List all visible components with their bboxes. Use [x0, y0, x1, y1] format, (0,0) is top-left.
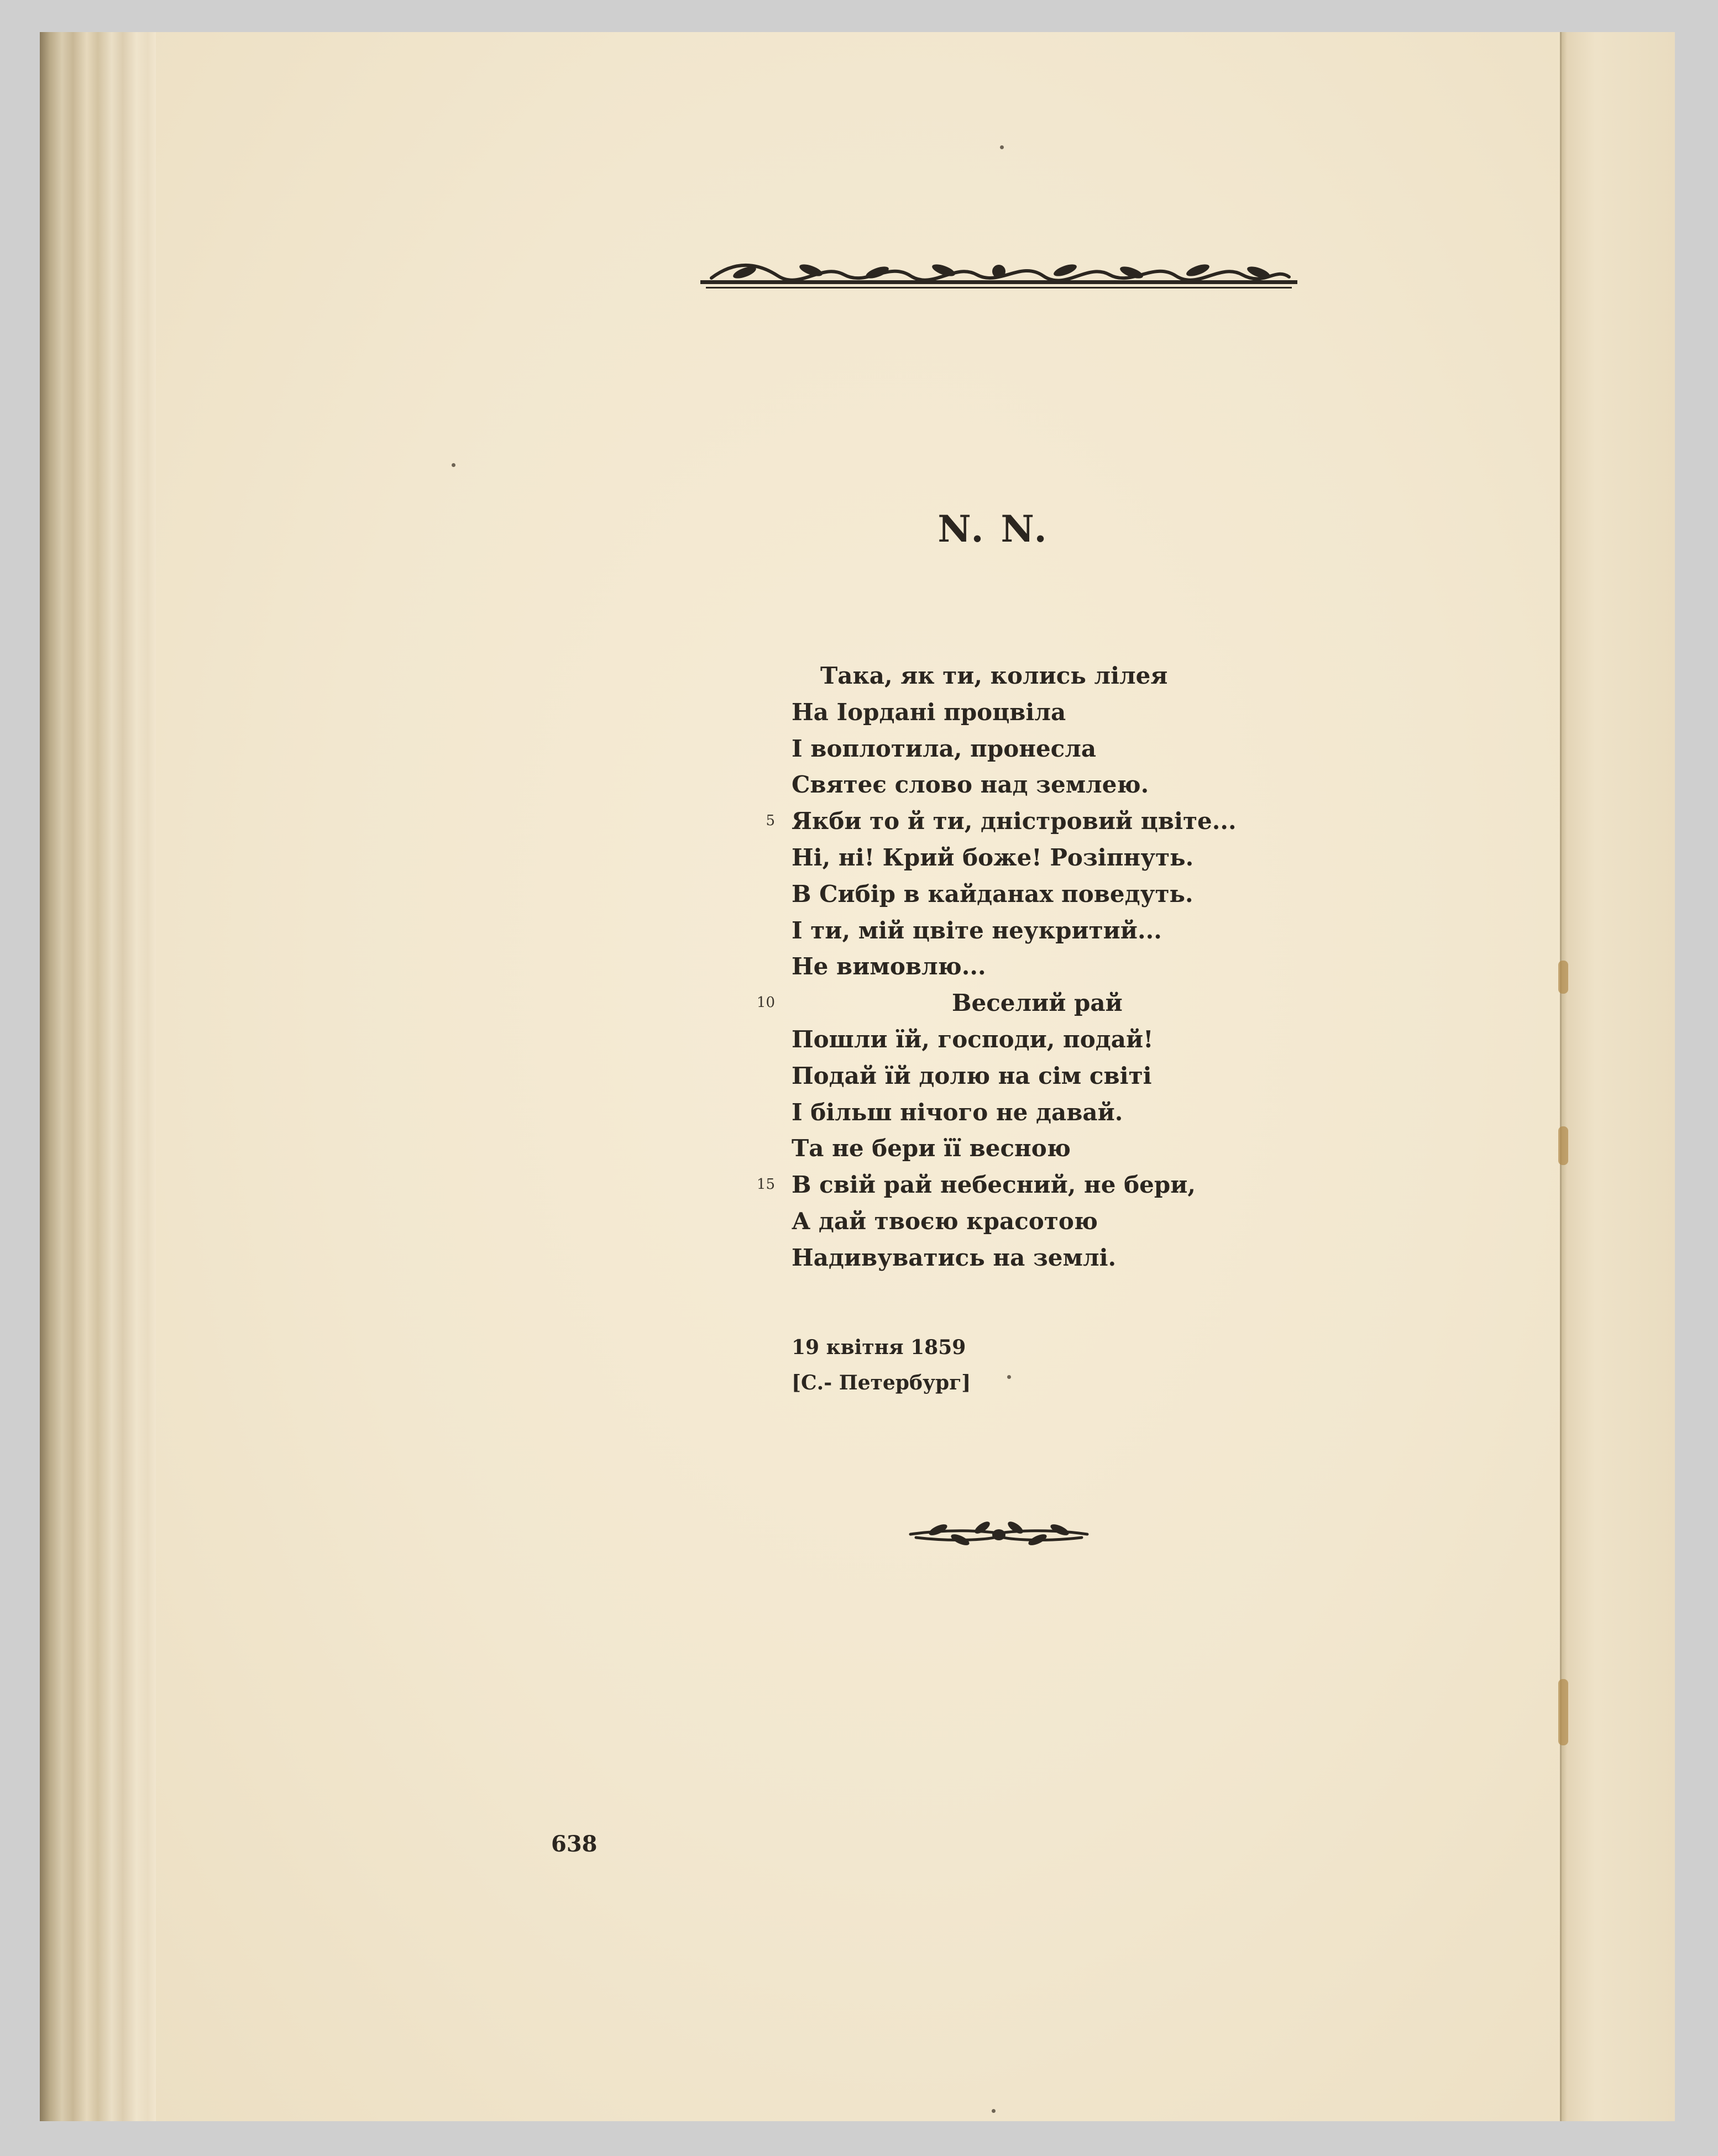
- line-text: В Сибір в кайданах поведуть.: [792, 880, 1193, 907]
- leaf-sprig-ornament: [905, 1509, 1093, 1553]
- stain-mark: [1558, 961, 1568, 994]
- poem-line: [792, 1094, 1344, 1131]
- poem-line: [792, 767, 1344, 803]
- line-text: В свій рай небесний, не бери,: [792, 1171, 1196, 1199]
- stain-mark: [1558, 1126, 1568, 1165]
- book-spread: [40, 32, 1675, 2121]
- poem-line: [792, 1203, 1344, 1240]
- line-number: 5: [766, 812, 775, 830]
- line-text: Така, як ти, колись лілея: [820, 662, 1168, 689]
- poem-line: [792, 912, 1344, 949]
- line-text: Святеє слово над землею.: [792, 771, 1149, 799]
- right-page-edge: [1560, 32, 1675, 2121]
- line-text: І більш нічого не давай.: [792, 1098, 1123, 1126]
- poem-line: [766, 803, 1344, 840]
- line-text: Надивуватись на землі.: [792, 1244, 1117, 1271]
- line-text: Якби то й ти, дністровий цвіте...: [792, 807, 1237, 835]
- line-text: Та не бери її весною: [792, 1135, 1071, 1162]
- stain-mark: [1558, 1679, 1568, 1745]
- line-text: Не вимовлю...: [792, 953, 986, 980]
- poem-line: [792, 948, 1344, 985]
- poem-line: [792, 1058, 1344, 1094]
- poem-line: [792, 658, 1344, 694]
- poem-line: [792, 1240, 1344, 1276]
- line-number: 15: [756, 1176, 775, 1193]
- line-text: І воплотила, пронесла: [792, 735, 1097, 762]
- poem-body: [756, 658, 1344, 1276]
- poem-line: [792, 694, 1344, 731]
- poem-line: [756, 1167, 1344, 1203]
- line-text: На Іордані процвіла: [792, 698, 1066, 726]
- paper-speck: [1007, 1375, 1011, 1379]
- line-text: Ні, ні! Крий боже! Розіпнуть.: [792, 843, 1194, 871]
- paper-speck: [1000, 145, 1004, 149]
- paper-speck: [452, 463, 455, 467]
- line-text: Веселий рай: [952, 989, 1123, 1017]
- poem-line: [792, 876, 1344, 912]
- date-text: 19 квітня 1859: [792, 1336, 966, 1359]
- place-text: [С.- Петербург]: [792, 1371, 971, 1394]
- line-text: Подай їй долю на сім світі: [792, 1062, 1152, 1089]
- page-number: 638: [551, 1831, 598, 1857]
- line-text: І ти, мій цвіте неукритий...: [792, 916, 1162, 944]
- poem-line: [792, 1021, 1344, 1058]
- floral-rule-ornament: [700, 256, 1297, 300]
- poem-line: [792, 840, 1344, 876]
- dateline: [792, 1330, 971, 1400]
- line-text: Пошли їй, господи, подай!: [792, 1025, 1154, 1053]
- line-number: 10: [756, 994, 775, 1011]
- left-page-edges: [40, 32, 156, 2121]
- poem-line: [792, 1130, 1344, 1167]
- poem-line: [792, 731, 1344, 767]
- poem-title: N. N.: [937, 507, 1049, 550]
- paper-speck: [992, 2109, 996, 2113]
- line-text: А дай твоєю красотою: [792, 1207, 1098, 1235]
- poem-line: [756, 985, 1344, 1021]
